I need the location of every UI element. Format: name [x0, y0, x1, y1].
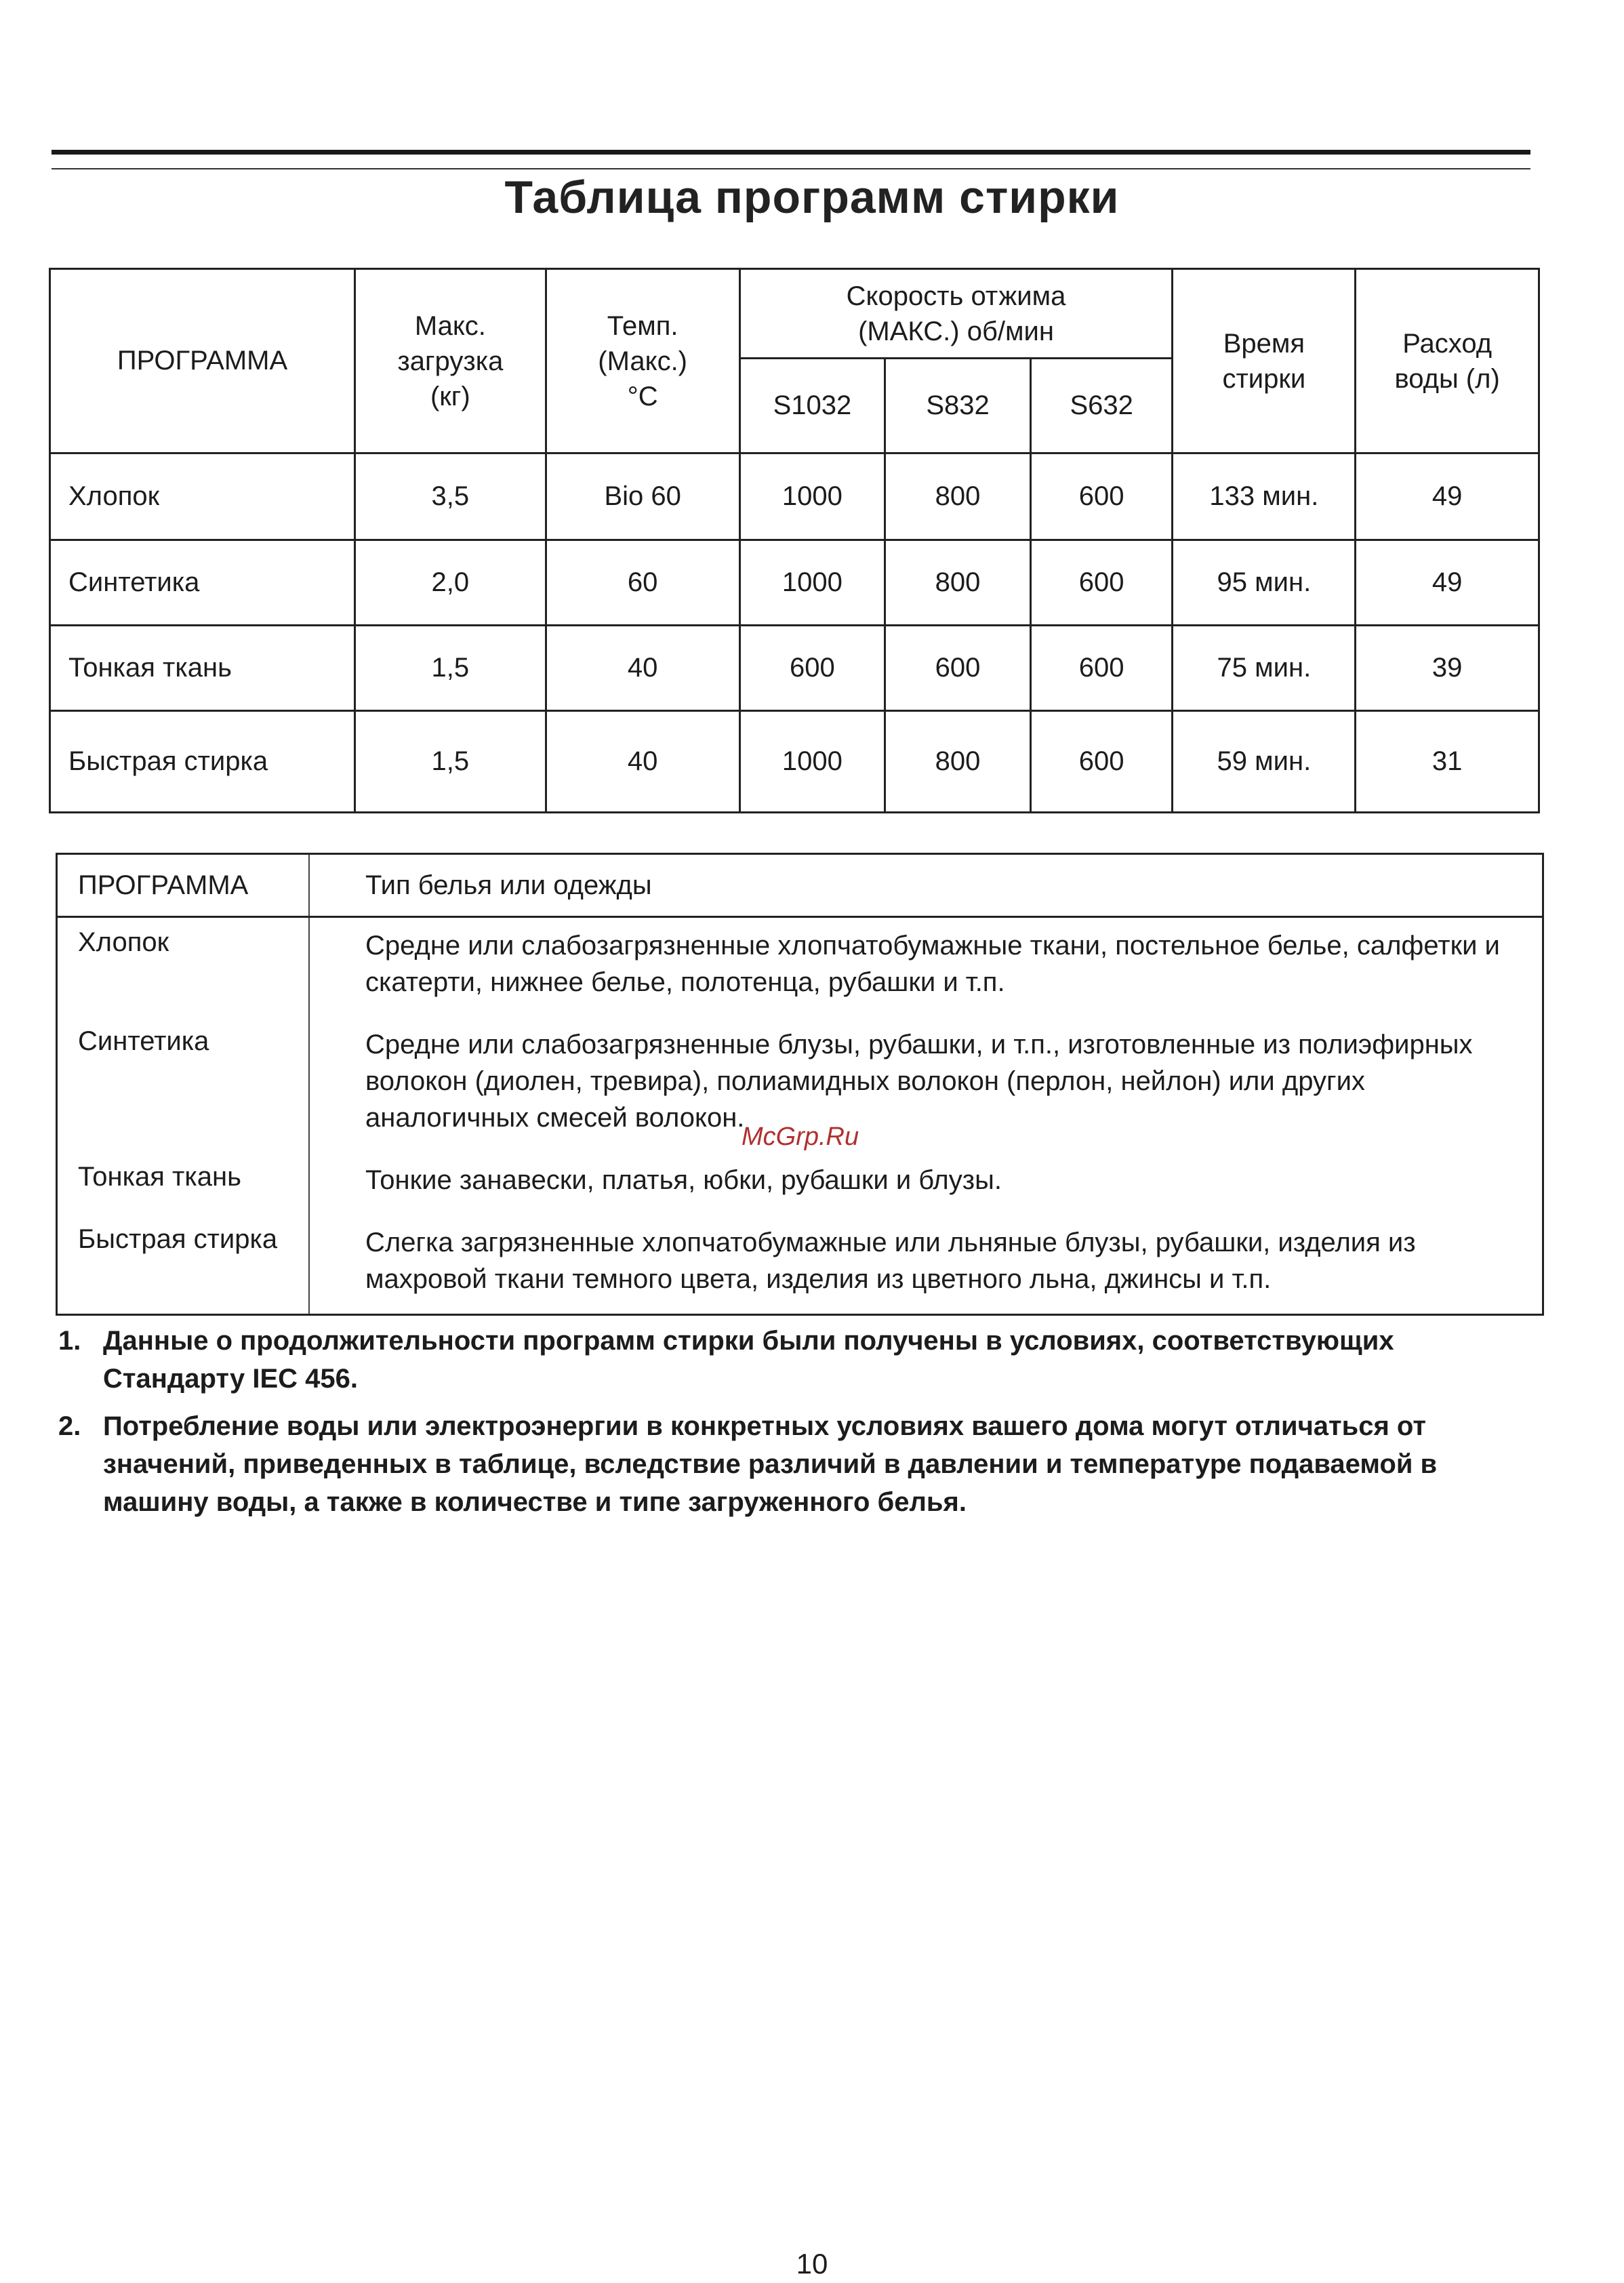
header-max-load: Макс. загрузка (кг) [354, 269, 546, 453]
footnote-text: Потребление воды или электроэнергии в конкретных условиях вашего дома могут отличаться от значений, приведенных в таблице, вследствие различий в давлении и температуре подаваемой в машину воды, а также в количестве и типе загруженного белья. [103, 1411, 1438, 1517]
header-model-s632: S632 [1030, 359, 1173, 453]
water-value: 31 [1356, 711, 1539, 813]
fabric-description: Тонкие занавески, платья, юбки, рубашки и блузы. [365, 1165, 1002, 1195]
max-load-value: 1,5 [354, 626, 546, 711]
header-model-s1032: S1032 [739, 359, 885, 453]
max-load-value: 1,5 [354, 711, 546, 813]
water-value: 39 [1356, 626, 1539, 711]
spin-s832-value: 800 [885, 711, 1031, 813]
temp-value: 40 [546, 626, 739, 711]
spin-s1032-value: 1000 [739, 453, 885, 540]
header-program: ПРОГРАММА [50, 269, 355, 453]
watermark: McGrp.Ru [742, 1123, 859, 1151]
table-row [50, 711, 1539, 813]
spin-s832-value: 800 [885, 540, 1031, 626]
header-program: ПРОГРАММА [57, 854, 310, 917]
spin-s1032-value: 1000 [739, 540, 885, 626]
water-value: 49 [1356, 453, 1539, 540]
page-number: 10 [796, 2248, 828, 2280]
program-name: Хлопок [57, 917, 310, 1017]
wash-time-value: 95 мин. [1173, 540, 1356, 626]
table-row [57, 1215, 1543, 1315]
temp-value: 60 [546, 540, 739, 626]
spin-s632-value: 600 [1030, 453, 1173, 540]
fabric-description: Средне или слабозагрязненные хлопчатобумажные ткани, постельное белье, салфетки и скатерти, нижнее белье, полотенца, рубашки и т.п. [365, 931, 1500, 997]
header-fabric-type: Тип белья или одежды [309, 854, 1543, 917]
table-row [50, 453, 1539, 540]
footnotes [58, 1322, 1536, 1531]
footnote-number: 2. [58, 1411, 81, 1441]
spin-s832-value: 800 [885, 453, 1031, 540]
top-rule-thin [52, 168, 1530, 169]
table-row [57, 917, 1543, 1017]
water-value: 49 [1356, 540, 1539, 626]
max-load-value: 3,5 [354, 453, 546, 540]
spin-s1032-value: 1000 [739, 711, 885, 813]
program-name: Синтетика [50, 540, 355, 626]
spin-s832-value: 600 [885, 626, 1031, 711]
header-water: Расход воды (л) [1356, 269, 1539, 453]
top-rule-thick [52, 150, 1530, 155]
program-name: Тонкая ткань [50, 626, 355, 711]
footnote-item [58, 1407, 1536, 1521]
fabric-type-table [56, 853, 1544, 1316]
spin-s1032-value: 600 [739, 626, 885, 711]
table-row [50, 626, 1539, 711]
spin-s632-value: 600 [1030, 711, 1173, 813]
spin-s632-value: 600 [1030, 626, 1173, 711]
page-title: Таблица программ стирки [504, 171, 1120, 223]
wash-time-value: 133 мин. [1173, 453, 1356, 540]
temp-value: Bio 60 [546, 453, 739, 540]
footnote-item [58, 1322, 1536, 1398]
header-model-s832: S832 [885, 359, 1031, 453]
program-name: Тонкая ткань [57, 1152, 310, 1215]
wash-time-value: 75 мин. [1173, 626, 1356, 711]
footnote-number: 1. [58, 1326, 81, 1356]
program-name: Быстрая стирка [50, 711, 355, 813]
table-row [57, 1152, 1543, 1215]
header-wash-time: Время стирки [1173, 269, 1356, 453]
temp-value: 40 [546, 711, 739, 813]
spin-s632-value: 600 [1030, 540, 1173, 626]
table-row [50, 540, 1539, 626]
header-spin-speed: Скорость отжима (МАКС.) об/мин [739, 269, 1173, 359]
fabric-description: Слегка загрязненные хлопчатобумажные или льняные блузы, рубашки, изделия из махровой ткани темного цвета, изделия из цветного льна, джинсы и т.п. [365, 1228, 1416, 1294]
fabric-description: Средне или слабозагрязненные блузы, рубашки, и т.п., изготовленные из полиэфирных волокон (диолен, тревира), полиамидных волокон (перлон, нейлон) или других аналогичных смесей волокон. [365, 1030, 1473, 1133]
program-spec-table [49, 268, 1540, 813]
footnote-text: Данные о продолжительности программ стирки были получены в условиях, соответствующих Стандарту IEC 456. [103, 1326, 1394, 1394]
wash-time-value: 59 мин. [1173, 711, 1356, 813]
header-temp: Темп. (Макс.) °C [546, 269, 739, 453]
program-name: Быстрая стирка [57, 1215, 310, 1315]
max-load-value: 2,0 [354, 540, 546, 626]
program-name: Синтетика [57, 1017, 310, 1152]
program-name: Хлопок [50, 453, 355, 540]
